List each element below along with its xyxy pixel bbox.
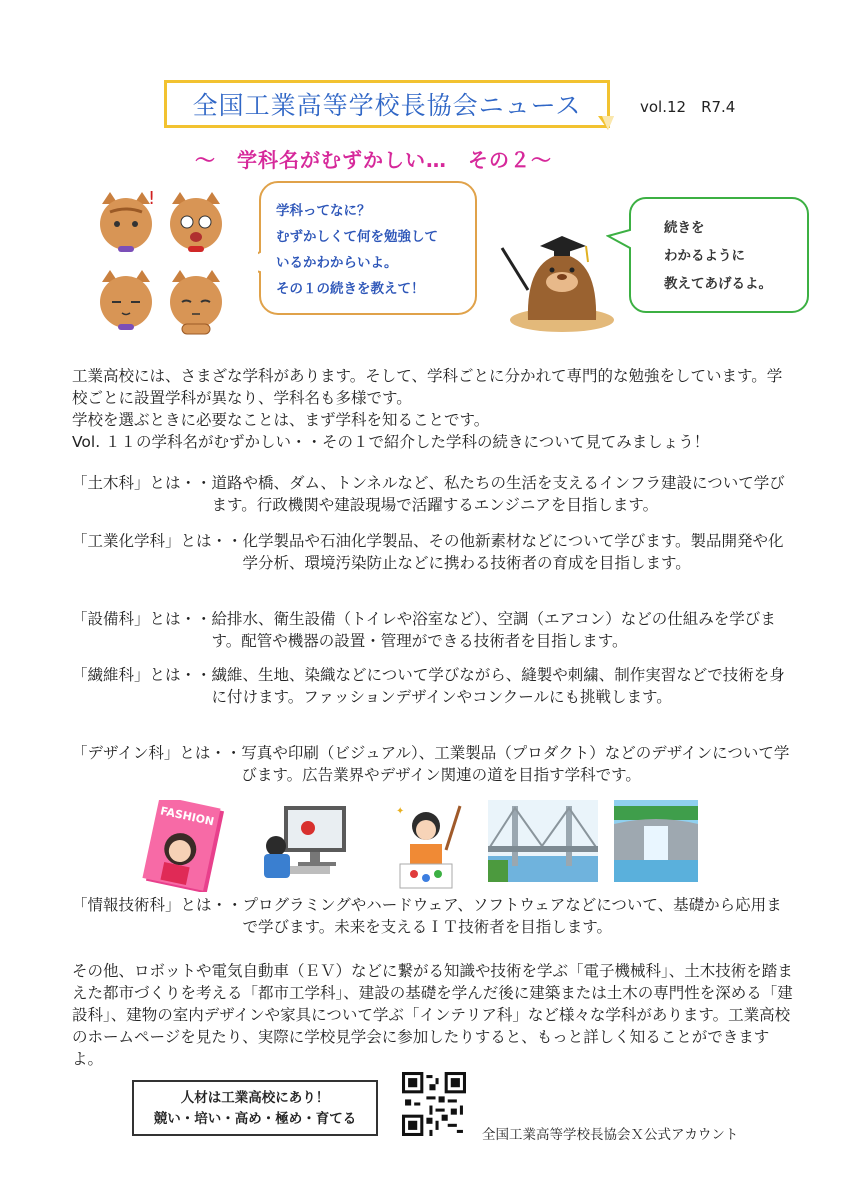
cat-face-3 bbox=[100, 270, 152, 330]
department-design bbox=[72, 742, 792, 786]
bridge-illustration bbox=[488, 800, 598, 882]
department-label: 「設備科」とは・・ bbox=[72, 610, 212, 628]
department-description: 道路や橋、ダム、トンネルなど、私たちの生活を支えるインフラ建設について学びます。行政機関や建設現場で活躍するエンジニアを目指します。 bbox=[211, 474, 785, 514]
bubble-line-1: 続きを bbox=[664, 220, 705, 236]
issue-info: vol.12 R7.4 bbox=[640, 98, 736, 116]
cat-face-4 bbox=[170, 270, 222, 334]
department-description: 写真や印刷（ビジュアル）、工業製品（プロダクト）などのデザインについて学びます。広告業界やデザイン関連の道を目指す学科です。 bbox=[241, 744, 790, 784]
bubble-line-2: むずかしくて何を勉強して bbox=[276, 229, 438, 245]
x-account-label: 全国工業高等学校長協会Ｘ公式アカウント bbox=[482, 1127, 739, 1143]
subtitle: ～ 学科名がむずかしい… その２～ bbox=[195, 148, 552, 172]
department-chemistry bbox=[72, 530, 792, 574]
cat-face-1 bbox=[100, 190, 155, 252]
newsletter-title: 全国工業高等学校長協会ニュース bbox=[164, 80, 610, 128]
department-description: 給排水、衛生設備（トイレや浴室など）、空調（エアコン）などの仕組みを学びます。配管や機器の設置・管理ができる技術者を目指します。 bbox=[211, 610, 776, 650]
slogan-line-2: 競い・培い・高め・極め・育てる bbox=[153, 1111, 357, 1127]
speech-bubble-answer bbox=[606, 196, 810, 314]
qr-code-icon[interactable] bbox=[402, 1072, 466, 1136]
dam-illustration bbox=[614, 800, 698, 882]
bubble-line-4: その１の続きを教えて！ bbox=[276, 281, 425, 297]
department-civil bbox=[72, 472, 792, 516]
magazine-title: FASHION bbox=[159, 804, 216, 829]
intro-paragraph: 工業高校には、さまざな学科があります。そして、学科ごとに分かれて専門的な勉強をしています。学校ごとに設置学科が異なり、学科名も多様です。 学校を選ぶときに必要なことは、まず学科を知ることです。 Vol. １１の学科名がむずかしい・・その１で紹介した学科の続きについて見てみましょう！ bbox=[72, 367, 783, 451]
department-label: 「繊維科」とは・・ bbox=[72, 666, 212, 684]
bubble-line-2: わかるように bbox=[664, 248, 745, 264]
department-label: 「デザイン科」とは・・ bbox=[72, 744, 242, 762]
svg-text:!: ! bbox=[148, 190, 156, 209]
department-label: 「情報技術科」とは・・ bbox=[72, 896, 243, 914]
bubble-line-1: 学科ってなに？ bbox=[276, 203, 371, 219]
slogan-box bbox=[132, 1080, 378, 1136]
bubble-line-3: 教えてあげるよ。 bbox=[664, 276, 772, 292]
designer-painting-illustration bbox=[386, 800, 466, 892]
fashion-magazine-illustration bbox=[142, 800, 228, 892]
bubble-line-3: いるかわからいよ。 bbox=[276, 255, 398, 271]
department-facilities bbox=[72, 608, 792, 652]
page-fold-icon bbox=[598, 116, 614, 130]
department-label: 「土木科」とは・・ bbox=[72, 474, 212, 492]
department-it bbox=[72, 894, 792, 938]
department-description: 繊維、生地、染織などについて学びながら、縫製や刺繍、制作実習などで技術を身に付けます。ファッションデザインやコンクールにも挑戦します。 bbox=[211, 666, 785, 706]
department-description: プログラミングやハードウェア、ソフトウェアなどについて、基礎から応用まで学びます。未来を支えるＩＴ技術者を目指します。 bbox=[242, 896, 782, 936]
department-textile bbox=[72, 664, 792, 708]
closing-paragraph: その他、ロボットや電気自動車（ＥＶ）などに繋がる知識や技術を学ぶ「電子機械科」、土木技術を踏まえた都市づくりを考える「都市工学科」、建設の基礎を学んだ後に建築または土木の専門性を深める「建設科」、建物の室内デザインや家具について学ぶ「インテリア科」など様々な学科があります。工業高校のホームページを見たり、実際に学校見学会に参加したりすると、もっと詳しく知ることができますよ。 bbox=[72, 962, 793, 1068]
cat-face-2 bbox=[170, 192, 222, 252]
department-description: 化学製品や石油化学製品、その他新素材などについて学びます。製品開発や化学分析、環境汚染防止などに携わる技術者の育成を目指します。 bbox=[242, 532, 784, 572]
slogan-line-1: 人材は工業高校にあり！ bbox=[180, 1090, 330, 1106]
computer-design-illustration bbox=[262, 800, 354, 882]
svg-text:✦: ✦ bbox=[396, 806, 405, 817]
cat-illustration bbox=[96, 190, 226, 338]
speech-bubble-question bbox=[258, 180, 478, 316]
department-label: 「工業化学科」とは・・ bbox=[72, 532, 243, 550]
